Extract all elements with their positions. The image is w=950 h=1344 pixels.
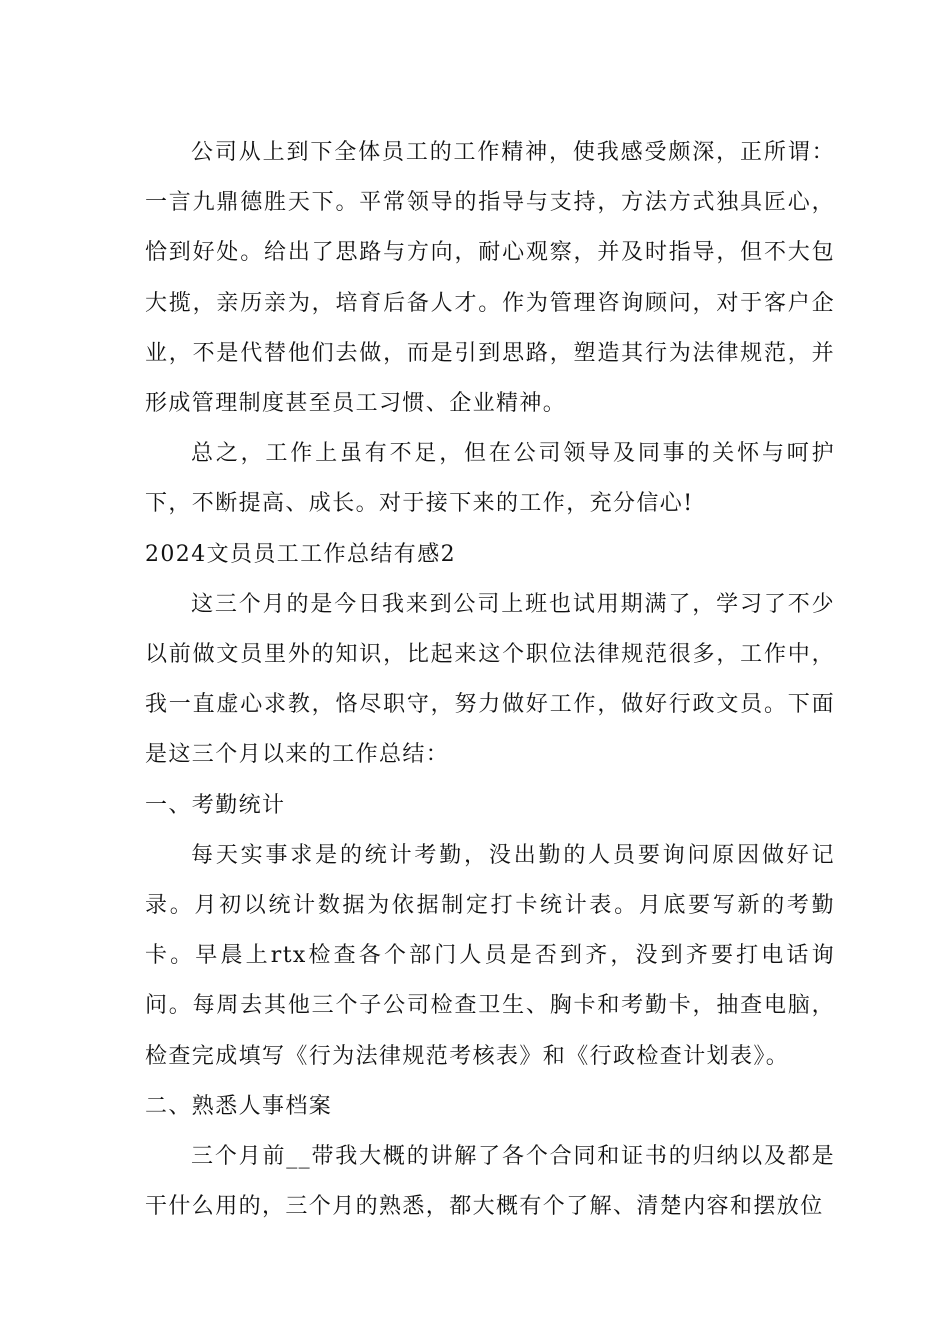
document-body — [145, 128, 835, 1232]
paragraph: 总之，工作上虽有不足，但在公司领导及同事的关怀与呵护下，不断提高、成长。对于接下来的工作，充分信心! — [145, 441, 835, 517]
paragraph: 每天实事求是的统计考勤，没出勤的人员要询问原因做好记录。月初以统计数据为依据制定打卡统计表。月底要写新的考勤卡。早晨上rtx检查各个部门人员是否到齐，没到齐要打电话询问。每周去其他三个子公司检查卫生、胸卡和考勤卡，抽查电脑，检查完成填写《行为法律规范考核表》和《行政检查计划表》。 — [145, 842, 835, 1069]
section-heading: 二、熟悉人事档案 — [145, 1093, 333, 1119]
section-heading: 一、考勤统计 — [145, 792, 286, 818]
paragraph: 公司从上到下全体员工的工作精神，使我感受颇深，正所谓：一言九鼎德胜天下。平常领导的指导与支持，方法方式独具匠心，恰到好处。给出了思路与方向，耐心观察，并及时指导，但不大包大揽，亲历亲为，培育后备人才。作为管理咨询顾问，对于客户企业，不是代替他们去做，而是引到思路，塑造其行为法律规范，并形成管理制度甚至员工习惯、企业精神。 — [145, 140, 835, 417]
section-title: 2024文员员工工作总结有感2 — [145, 541, 456, 567]
paragraph: 三个月前__带我大概的讲解了各个合同和证书的归纳以及都是干什么用的，三个月的熟悉，都大概有个了解、清楚内容和摆放位 — [145, 1144, 835, 1220]
paragraph: 这三个月的是今日我来到公司上班也试用期满了，学习了不少以前做文员里外的知识，比起来这个职位法律规范很多，工作中，我一直虚心求教，恪尽职守，努力做好工作，做好行政文员。下面是这三个月以来的工作总结： — [145, 591, 835, 768]
